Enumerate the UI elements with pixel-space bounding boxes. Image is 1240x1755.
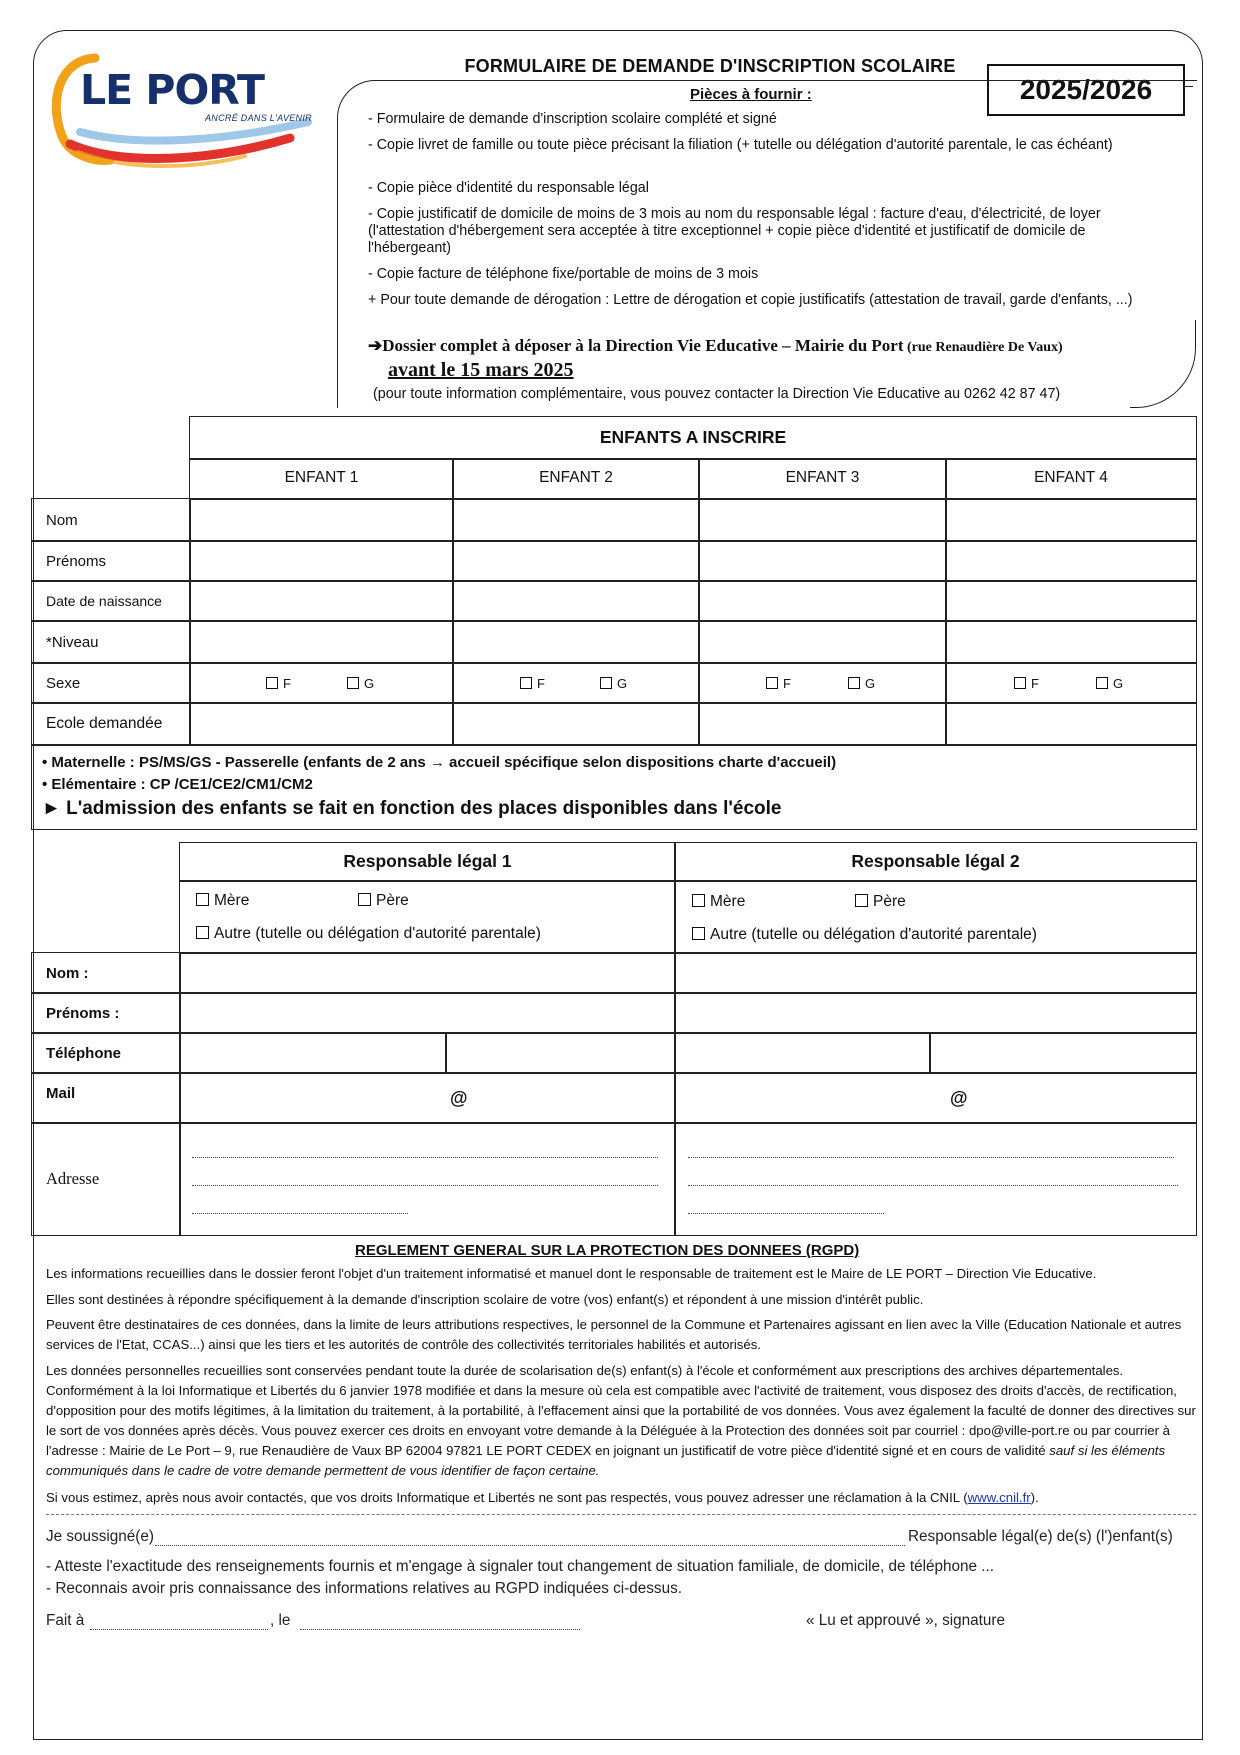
checkbox-icon xyxy=(1014,677,1026,689)
enfant-4-date-naissance-input[interactable] xyxy=(945,580,1197,622)
sexe-g-label: G xyxy=(364,676,375,691)
mere-label: Mère xyxy=(214,892,250,909)
sexe-g-label: G xyxy=(1113,676,1124,691)
piece-item: - Copie justificatif de domicile de moins de 3 mois au nom du responsable légal : facture d'eau, d'électricité, de loyer (l'attestation d'hébergement sera acceptée à titre exceptionnel + copie pièce d'identité et justificatif de domicile de l'hébergeant) xyxy=(368,206,1101,256)
rl-label-mail: Mail xyxy=(31,1072,181,1124)
soussigne-label: Je soussigné(e) xyxy=(46,1528,154,1545)
checkbox-icon xyxy=(848,677,860,689)
sexe-f-label: F xyxy=(537,676,545,691)
sexe-g-checkbox[interactable] xyxy=(848,676,875,691)
rgpd-title: REGLEMENT GENERAL SUR LA PROTECTION DES DONNEES (RGPD) xyxy=(355,1242,860,1259)
rgpd-rights-text: Les données personnelles recueillies sont conservées pendant toute la durée de scolarisation de(s) enfant(s) à l'école et conformément aux prescriptions des archives départementales. Conformément à la loi Informatique et Libertés du 6 janvier 1978 modifiée et dans la mesure où cela est compatible avec l'activité de traitement, vous disposez des droits d'accès, de rectification, d'opposition pour des motifs légitimes, à la limitation du traitement, à la portabilité, à l'effacement ainsi que la portabilité de vos données. Vous avez également la faculté de donner des directives sur le sort de vos données après décès. Vous pouvez exercer ces droits en envoyant votre demande à la Déléguée à la Protection des données soit par courriel : dpo@ville-port.re ou par courrier à l'adresse : Mairie de Le Port – 9, rue Renaudière de Vaux BP 62004 97821 LE PORT CEDEX en joignant un justificatif de votre pièce d'identité signé et en cours de validité xyxy=(46,1363,1196,1458)
enfant-4-sexe-input xyxy=(945,662,1197,704)
checkbox-icon xyxy=(600,677,612,689)
label-date-naissance: Date de naissance xyxy=(31,580,191,622)
rgpd-paragraph-rights xyxy=(46,1361,1196,1481)
soussigne-dotted-line[interactable] xyxy=(155,1544,905,1546)
adresse-dotted-line xyxy=(192,1212,408,1214)
checkbox-icon xyxy=(692,894,705,907)
rl2-title: Responsable légal 2 xyxy=(674,842,1197,882)
checkbox-icon xyxy=(347,677,359,689)
rgpd-paragraph: Elles sont destinées à répondre spécifiquement à la demande d'inscription scolaire de votre (vos) enfant(s) et répondent à une mission d'intérêt public. xyxy=(46,1292,924,1307)
sexe-g-checkbox[interactable] xyxy=(347,676,374,691)
label-prenoms: Prénoms xyxy=(31,540,191,582)
piece-item: - Copie pièce d'identité du responsable légal xyxy=(368,180,649,196)
responsable-label: Responsable légal(e) de(s) (l')enfant(s) xyxy=(908,1528,1173,1545)
rgpd-cnil-end: ). xyxy=(1030,1490,1039,1505)
enfant-4-nom-input[interactable] xyxy=(945,498,1197,542)
enfant-3-prenoms-input[interactable] xyxy=(698,540,947,582)
fait-a-label: Fait à xyxy=(46,1612,85,1629)
school-year-badge: 2025/2026 xyxy=(987,64,1185,116)
rl2-prenoms-input[interactable] xyxy=(674,992,1197,1034)
dashed-separator xyxy=(46,1514,1196,1515)
le-label: , le xyxy=(270,1612,291,1629)
rgpd-paragraph: Peuvent être destinataires de ces données, dans la limite de leurs attributions respectives, le personnel de la Commune et Partenaires agissant en lien avec la Ville (Education Nationale et autres services de l'Etat, CCAS...) ainsi que les tiers et les autorités de contrôle des collectivités territoriales habilités et autorisés. xyxy=(46,1317,1182,1352)
note-maternelle: • Maternelle : PS/MS/GS - Passerelle (enfants de 2 ans → accueil spécifique selon dispositions charte d'accueil) xyxy=(42,754,837,771)
sexe-f-checkbox[interactable] xyxy=(766,676,791,691)
enfant-3-ecole-demandee-input[interactable] xyxy=(698,702,947,746)
sexe-f-label: F xyxy=(283,676,291,691)
enfant-1-header: ENFANT 1 xyxy=(189,458,454,500)
cnil-link[interactable]: www.cnil.fr xyxy=(967,1490,1031,1505)
rl2-adresse-input[interactable] xyxy=(674,1122,1197,1236)
rl-label-telephone: Téléphone xyxy=(31,1032,181,1074)
rl2-telephone-2-input[interactable] xyxy=(929,1032,1197,1074)
rl1-mere-checkbox[interactable] xyxy=(196,892,249,910)
adresse-dotted-line xyxy=(688,1212,884,1214)
adresse-dotted-line xyxy=(688,1156,1174,1158)
rl2-mail-input[interactable] xyxy=(674,1072,1197,1124)
rl2-autre-checkbox[interactable] xyxy=(692,926,1037,944)
checkbox-icon xyxy=(196,926,209,939)
rgpd-paragraph: Les informations recueillies dans le dossier feront l'objet d'un traitement informatisé et manuel dont le responsable de traitement est le Maire de LE PORT – Direction Vie Educative. xyxy=(46,1266,1097,1281)
checkbox-icon xyxy=(766,677,778,689)
adresse-dotted-line xyxy=(192,1156,658,1158)
enfant-4-ecole-demandee-input[interactable] xyxy=(945,702,1197,746)
enfant-4-header: ENFANT 4 xyxy=(945,458,1197,500)
enfant-1-nom-input[interactable] xyxy=(189,498,454,542)
note-admission: ► L'admission des enfants se fait en fonction des places disponibles dans l'école xyxy=(42,798,782,819)
piece-item: - Formulaire de demande d'inscription scolaire complété et signé xyxy=(368,111,777,127)
checkbox-icon xyxy=(266,677,278,689)
logo-tagline: ANCRÉ DANS L'AVENIR xyxy=(205,113,312,123)
atteste-text: - Atteste l'exactitude des renseignements fournis et m'engage à signaler tout changement de situation familiale, de domicile, de téléphone ... xyxy=(46,1558,995,1575)
rl2-mere-checkbox[interactable] xyxy=(692,893,745,911)
note-elementaire: • Elémentaire : CP /CE1/CE2/CM1/CM2 xyxy=(42,776,313,793)
pere-label: Père xyxy=(376,892,409,909)
sexe-g-checkbox[interactable] xyxy=(1096,676,1123,691)
rl1-autre-checkbox[interactable] xyxy=(196,925,541,943)
pere-label: Père xyxy=(873,893,906,910)
fait-a-dotted-line[interactable] xyxy=(90,1628,268,1630)
enfant-1-sexe-input xyxy=(189,662,454,704)
reconnais-text: - Reconnais avoir pris connaissance des informations relatives au RGPD indiquées ci-dessus. xyxy=(46,1580,682,1597)
label-nom: Nom xyxy=(31,498,191,542)
rl2-pere-checkbox[interactable] xyxy=(855,893,906,911)
mere-label: Mère xyxy=(710,893,746,910)
checkbox-icon xyxy=(520,677,532,689)
enfants-title: ENFANTS A INSCRIRE xyxy=(189,416,1197,460)
rl1-prenoms-input[interactable] xyxy=(179,992,676,1034)
enfant-3-date-naissance-input[interactable] xyxy=(698,580,947,622)
rl2-at-sign: @ xyxy=(950,1088,968,1108)
label-ecole-demandee: Ecole demandée xyxy=(31,702,191,746)
sexe-g-checkbox[interactable] xyxy=(600,676,627,691)
checkbox-icon xyxy=(692,927,705,940)
rl2-telephone-1-input[interactable] xyxy=(674,1032,931,1074)
enfant-3-header: ENFANT 3 xyxy=(698,458,947,500)
enfant-2-sexe-input xyxy=(452,662,700,704)
enfant-3-sexe-input xyxy=(698,662,947,704)
enfant-2-date-naissance-input[interactable] xyxy=(452,580,700,622)
enfant-4-niveau-input[interactable] xyxy=(945,620,1197,664)
rl1-pere-checkbox[interactable] xyxy=(358,892,409,910)
checkbox-icon xyxy=(855,894,868,907)
sexe-g-label: G xyxy=(865,676,876,691)
piece-item: + Pour toute demande de dérogation : Lettre de dérogation et copie justificatifs (attestation de travail, garde d'enfants, ...) xyxy=(368,292,1133,308)
rl1-title: Responsable légal 1 xyxy=(179,842,676,882)
rgpd-paragraph-cnil xyxy=(46,1488,1196,1508)
checkbox-icon xyxy=(358,893,371,906)
contact-info: (pour toute information complémentaire, vous pouvez contacter la Direction Vie Educative au 0262 42 87 47) xyxy=(373,386,1061,402)
checkbox-icon xyxy=(196,893,209,906)
rl-label-adresse: Adresse xyxy=(31,1122,181,1236)
enfant-4-prenoms-input[interactable] xyxy=(945,540,1197,582)
rgpd-rights-italic: sauf si les éléments communiqués dans le cadre de votre demande permettent de vous identifier de façon certaine. xyxy=(46,1443,1166,1478)
rl1-telephone-1-input[interactable] xyxy=(179,1032,447,1074)
enfant-3-niveau-input[interactable] xyxy=(698,620,947,664)
sexe-f-checkbox[interactable] xyxy=(266,676,291,691)
enfant-2-header: ENFANT 2 xyxy=(452,458,700,500)
deadline: avant le 15 mars 2025 xyxy=(388,359,574,381)
label-niveau: *Niveau xyxy=(31,620,191,664)
deposit-main: ➔Dossier complet à déposer à la Direction Vie Educative – Mairie du Port xyxy=(368,336,904,355)
piece-item: - Copie livret de famille ou toute pièce précisant la filiation (+ tutelle ou délégation d'autorité parentale, le cas échéant) xyxy=(368,137,1113,153)
enfant-3-nom-input[interactable] xyxy=(698,498,947,542)
sexe-f-label: F xyxy=(1031,676,1039,691)
lu-approuve-label: « Lu et approuvé », signature xyxy=(806,1612,1006,1629)
adresse-dotted-line xyxy=(192,1184,658,1186)
enfant-1-prenoms-input[interactable] xyxy=(189,540,454,582)
enfant-2-ecole-demandee-input[interactable] xyxy=(452,702,700,746)
rl1-mail-input[interactable] xyxy=(179,1072,676,1124)
piece-item: - Copie facture de téléphone fixe/portable de moins de 3 mois xyxy=(368,266,759,282)
rl-label-nom: Nom : xyxy=(31,952,181,994)
enfant-2-niveau-input[interactable] xyxy=(452,620,700,664)
enfant-1-niveau-input[interactable] xyxy=(189,620,454,664)
rl1-telephone-2-input[interactable] xyxy=(445,1032,676,1074)
rl1-at-sign: @ xyxy=(450,1088,468,1108)
enfant-2-nom-input[interactable] xyxy=(452,498,700,542)
rl2-nom-input[interactable] xyxy=(674,952,1197,994)
adresse-dotted-line xyxy=(688,1184,1178,1186)
autre-label: Autre (tutelle ou délégation d'autorité parentale) xyxy=(214,925,541,942)
date-dotted-line[interactable] xyxy=(300,1628,580,1630)
rl1-nom-input[interactable] xyxy=(179,952,676,994)
deposit-address: (rue Renaudière De Vaux) xyxy=(903,340,1063,355)
form-title: FORMULAIRE DE DEMANDE D'INSCRIPTION SCOLAIRE xyxy=(464,56,956,76)
sexe-f-checkbox[interactable] xyxy=(1014,676,1039,691)
enfant-1-ecole-demandee-input[interactable] xyxy=(189,702,454,746)
logo-text: LE PORT xyxy=(80,66,265,114)
enfant-1-date-naissance-input[interactable] xyxy=(189,580,454,622)
deposit-instructions xyxy=(368,336,1063,356)
label-sexe: Sexe xyxy=(31,662,191,704)
enfant-2-prenoms-input[interactable] xyxy=(452,540,700,582)
autre-label: Autre (tutelle ou délégation d'autorité parentale) xyxy=(710,926,1037,943)
sexe-f-label: F xyxy=(783,676,791,691)
sexe-f-checkbox[interactable] xyxy=(520,676,545,691)
checkbox-icon xyxy=(1096,677,1108,689)
rl1-adresse-input[interactable] xyxy=(179,1122,676,1236)
pieces-title: Pièces à fournir : xyxy=(690,86,812,103)
rgpd-cnil-text: Si vous estimez, après nous avoir contactés, que vos droits Informatique et Libertés ne sont pas respectés, vous pouvez adresser une réclamation à la CNIL ( xyxy=(46,1490,968,1505)
rl-label-prenoms: Prénoms : xyxy=(31,992,181,1034)
sexe-g-label: G xyxy=(617,676,628,691)
